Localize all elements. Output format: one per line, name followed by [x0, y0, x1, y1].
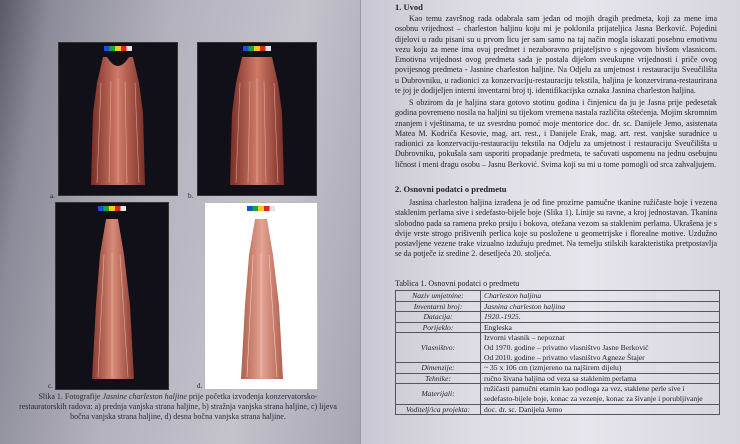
object-info-table	[395, 290, 720, 415]
table-row	[396, 301, 720, 312]
caption-prefix: Slika 1. Fotografije	[38, 392, 101, 401]
row-value: Charleston haljina	[481, 291, 720, 302]
intro-paragraph-1: Kao temu završnog rada odabrala sam jedan od mojih dragih predmeta, koji za mene ima osobnu vrijednost – charleston haljinu koju mi je poklonila prijateljica Jasna Berković. Pojedini dijelovi u radu pisani su u prvom licu jer sam samo na taj način mogla iskazati posebnu emotivnu vezu koju za mene ima ovaj predmet i nezaboravno prijateljstvo s njegovom bivšom vlasnicom. Emotivna vrijednost ovog predmeta sada je postala dijelom sveukupne vrijednosti i priče ovog povijesnog predmeta - Jasnine charleston haljine. Na Odjelu za umjetnost i restauraciju Sveučilišta u Dubrovniku, u radionici za konzervaciju-restauraciju tekstila, haljina je konzervirana-restaurirana te joj je dodijeljen interni inventarni broj tj. identifikacijska oznaka Jasnina charleston haljina.	[395, 14, 717, 96]
color-scale-bar	[243, 46, 271, 51]
table-caption: Tablica 1. Osnovni podatci o predmetu	[395, 279, 520, 288]
photo-left-side	[55, 202, 169, 390]
photo-front	[58, 42, 178, 196]
dress-right-side-image	[231, 215, 291, 385]
section2-paragraph: Jasnina charleston haljina izrađena je od fine prozirne pamučne tkanine ružičaste boje i vezena staklenim perlama sive i sedefasto-bijele boje (Slika 1). Linije su ravne, a kroj jednostavan. Tkanina slobodno pada sa ramena preko prsiju i bokova, otežana vezom sa staklenim perlama. Ukrašena je s dvije vrste strogo prišivenih perlica koje su posložene u geometrijske i florealne motive. Uzdužno postavljene vezene trake vizualno izdužuju predmet. Na temelju stilskih karakteristika pretpostavlja se da potječe iz sredine 2. desetljeća 20. stoljeća.	[395, 198, 717, 259]
ownership-line: Izvorni vlasnik – nepoznat	[484, 333, 565, 343]
caption-rest: prije početka izvođenja konzervatorsko-restauratorskih radova: a) prednja vanjska strana haljine, b) stražnja vanjska strana haljine, c) lijeva bočna vanjska strana haljine, d) desna bočna vanjska strana haljine.	[19, 392, 337, 421]
table-row	[396, 312, 720, 323]
photo-right-side	[204, 202, 318, 390]
ownership-line: Od 1970. godine – privatno vlasništvo Jasne Berković	[484, 342, 649, 352]
photo-label-d: d.	[197, 382, 203, 390]
table-row	[396, 333, 720, 363]
row-key: Porijeklo:	[396, 322, 481, 333]
photo-back	[197, 42, 317, 196]
figure-caption	[18, 392, 338, 422]
row-key: Datacija:	[396, 312, 481, 323]
dress-left-side-image	[82, 215, 142, 385]
row-value: doc. dr. sc. Danijela Jemo	[481, 404, 720, 415]
photo-label-a: a.	[50, 192, 55, 200]
row-key: Inventarni broj:	[396, 301, 481, 312]
color-scale-bar	[98, 206, 126, 211]
photo-label-b: b.	[188, 192, 194, 200]
row-key: Tehnike:	[396, 373, 481, 384]
photo-label-c: c.	[48, 382, 53, 390]
row-value: 1920.-1925.	[481, 312, 720, 323]
ownership-line: Od 2010. godine – privatno vlasništvo Agneze Štajer	[484, 352, 645, 362]
color-scale-bar	[104, 46, 132, 51]
row-value: ružičasti pamučni etamin kao podloga za vez, staklene perle sive i sedefasto-bijele boje, konac za vezenje, konac za šivanje i porubljivanje	[481, 384, 720, 404]
row-key: Voditelj/ica projekta:	[396, 404, 481, 415]
row-value	[481, 333, 720, 363]
intro-paragraph-2: S obzirom da je haljina stara gotovo stotinu godina i činjenicu da ju je Jasna prije pedesetak godina povremeno nosila na haljini su tijekom vremena nastala različita oštećenja. Mojim skromnim znanjem i vještinama, te uz svesrdnu pomoć moje mentorice doc. dr. sc. Danijele Jemo, asistenata Matea M. Kodriča Kesovie, mag. art. rest., i Danijele Erak, mag. art. rest. vanjske suradnice u radionici za konzervaciju-restauraciju tekstila na Odjelu za umjetnost i restauraciju Sveučilišta u Dubrovniku, pokušala sam usporiti propadanje predmeta, te sačuvati uspomenu na jednu osebujnu ličnost i meni dragu osobu – Jasnu Berković. Svima koji su mi u tome pomogli od srca zahvaljujem.	[395, 98, 717, 169]
caption-italic: Jasnine charleston haljine	[102, 392, 187, 401]
row-key: Materijali:	[396, 384, 481, 404]
table-row	[396, 322, 720, 333]
dress-front-image	[83, 53, 153, 191]
row-value: ~ 35 x 106 cm (izmjereno na najširem dijelu)	[481, 363, 720, 374]
row-key: Naziv umjetnine:	[396, 291, 481, 302]
section2-heading: 2. Osnovni podatci o predmetu	[395, 184, 507, 194]
table-row	[396, 291, 720, 302]
row-value: Engleska	[481, 322, 720, 333]
table-row	[396, 373, 720, 384]
row-key: Dimenzije:	[396, 363, 481, 374]
dress-back-image	[222, 53, 292, 191]
color-scale-bar	[247, 206, 275, 211]
intro-heading: 1. Uvod	[395, 2, 423, 12]
table-row	[396, 363, 720, 374]
row-key: Vlasništvo:	[396, 333, 481, 363]
left-page	[0, 0, 360, 444]
table-row	[396, 384, 720, 404]
table-row	[396, 404, 720, 415]
row-value: ručno šivana haljina od veza sa staklenim perlama	[481, 373, 720, 384]
row-value: Jasnina charleston haljina	[481, 301, 720, 312]
